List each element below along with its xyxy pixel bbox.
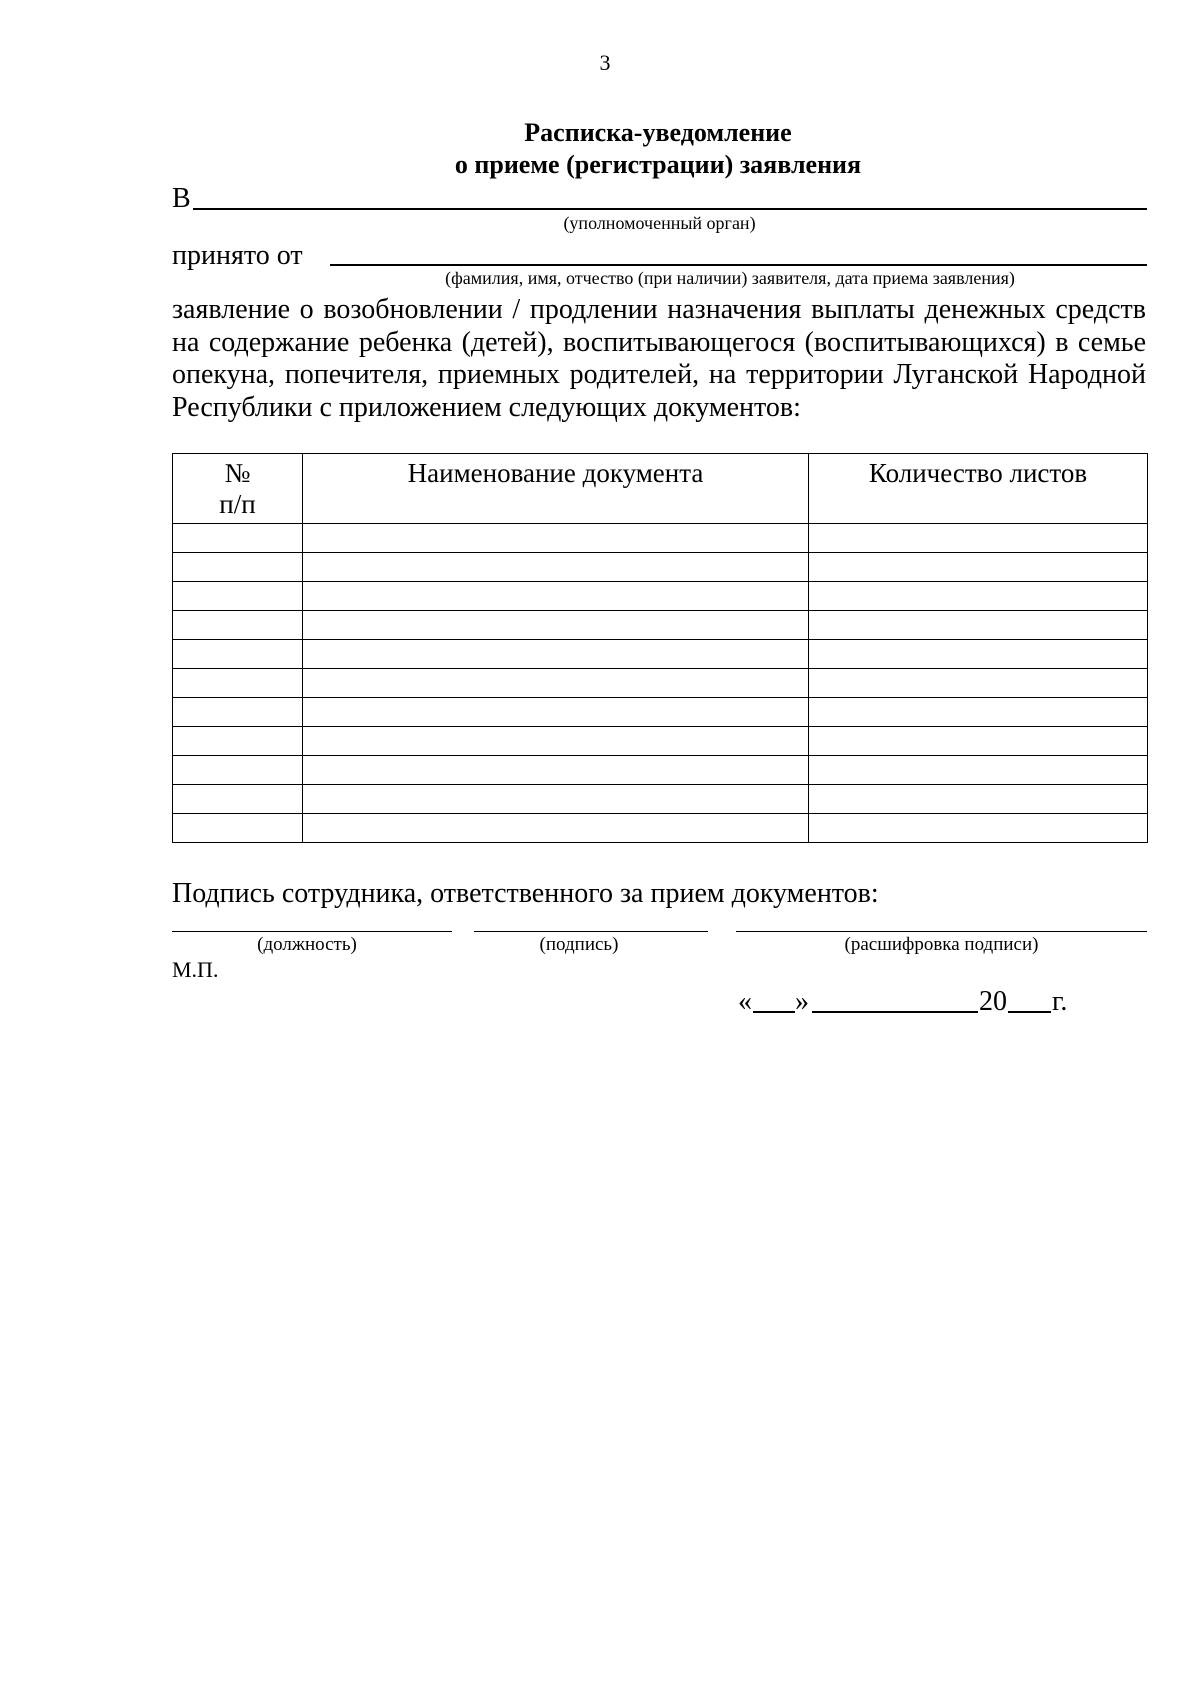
cell-number[interactable] bbox=[173, 785, 303, 814]
table-row bbox=[173, 553, 1148, 582]
decode-caption: (расшифровка подписи) bbox=[844, 934, 1039, 955]
cell-number[interactable] bbox=[173, 669, 303, 698]
header-document-name: Наименование документа bbox=[303, 454, 809, 524]
application-text: заявление о возобновлении / продлении назначения выплаты денежных средств на содержание ребенка (детей), воспитывающегося (воспитывающихся) в семье опекуна, попечителя, приемных родителей, на территории Луганской Народной Республики с приложением следующих документов: bbox=[172, 294, 1146, 423]
cell-number[interactable] bbox=[173, 698, 303, 727]
cell-sheet-count[interactable] bbox=[809, 727, 1148, 756]
table-row bbox=[173, 524, 1148, 553]
applicant-caption: (фамилия, имя, отчество (при наличии) заявителя, дата приема заявления) bbox=[445, 268, 1015, 288]
table-row bbox=[173, 814, 1148, 843]
cell-sheet-count[interactable] bbox=[809, 698, 1148, 727]
cell-document-name[interactable] bbox=[303, 756, 809, 785]
header-number-symbol: № bbox=[224, 458, 251, 488]
date-day-field[interactable] bbox=[753, 1011, 795, 1013]
documents-table bbox=[172, 453, 1148, 843]
header-number bbox=[173, 454, 303, 524]
cell-document-name[interactable] bbox=[303, 814, 809, 843]
decode-field[interactable] bbox=[736, 931, 1147, 932]
cell-number[interactable] bbox=[173, 553, 303, 582]
header-sheet-count: Количество листов bbox=[809, 454, 1148, 524]
applicant-field[interactable] bbox=[330, 264, 1147, 266]
date-open-quote: « bbox=[738, 986, 752, 1017]
signature-heading: Подпись сотрудника, ответственного за прием документов: bbox=[172, 878, 879, 909]
cell-number[interactable] bbox=[173, 756, 303, 785]
cell-number[interactable] bbox=[173, 524, 303, 553]
date-year-field[interactable] bbox=[1008, 1011, 1051, 1013]
signature-caption: (подпись) bbox=[539, 934, 619, 955]
cell-sheet-count[interactable] bbox=[809, 553, 1148, 582]
position-caption: (должность) bbox=[257, 934, 357, 955]
date-year-suffix: г. bbox=[1052, 986, 1068, 1017]
table-body bbox=[173, 524, 1148, 843]
cell-number[interactable] bbox=[173, 582, 303, 611]
cell-document-name[interactable] bbox=[303, 785, 809, 814]
cell-document-name[interactable] bbox=[303, 640, 809, 669]
table-row bbox=[173, 640, 1148, 669]
table-row bbox=[173, 611, 1148, 640]
to-label: В bbox=[172, 183, 191, 214]
authority-caption: (уполномоченный орган) bbox=[563, 213, 756, 233]
position-field[interactable] bbox=[172, 931, 452, 932]
header-number-abbr: п/п bbox=[219, 489, 256, 519]
cell-document-name[interactable] bbox=[303, 553, 809, 582]
date-close-quote: » bbox=[795, 986, 809, 1017]
table-row bbox=[173, 756, 1148, 785]
cell-sheet-count[interactable] bbox=[809, 611, 1148, 640]
cell-sheet-count[interactable] bbox=[809, 640, 1148, 669]
authority-field[interactable] bbox=[193, 208, 1147, 210]
table-row bbox=[173, 785, 1148, 814]
cell-sheet-count[interactable] bbox=[809, 669, 1148, 698]
cell-sheet-count[interactable] bbox=[809, 814, 1148, 843]
table-row bbox=[173, 727, 1148, 756]
date-month-field[interactable] bbox=[812, 1011, 978, 1013]
cell-document-name[interactable] bbox=[303, 669, 809, 698]
table-row bbox=[173, 669, 1148, 698]
table-header-row bbox=[173, 454, 1148, 524]
cell-document-name[interactable] bbox=[303, 698, 809, 727]
date-year-prefix: 20 bbox=[979, 986, 1007, 1017]
cell-number[interactable] bbox=[173, 640, 303, 669]
page-number: 3 bbox=[599, 50, 611, 75]
cell-sheet-count[interactable] bbox=[809, 756, 1148, 785]
cell-number[interactable] bbox=[173, 814, 303, 843]
cell-sheet-count[interactable] bbox=[809, 582, 1148, 611]
table-row bbox=[173, 582, 1148, 611]
cell-document-name[interactable] bbox=[303, 524, 809, 553]
cell-sheet-count[interactable] bbox=[809, 524, 1148, 553]
cell-document-name[interactable] bbox=[303, 582, 809, 611]
signature-field[interactable] bbox=[474, 931, 708, 932]
cell-document-name[interactable] bbox=[303, 727, 809, 756]
cell-document-name[interactable] bbox=[303, 611, 809, 640]
cell-number[interactable] bbox=[173, 727, 303, 756]
cell-sheet-count[interactable] bbox=[809, 785, 1148, 814]
from-label: принято от bbox=[172, 240, 303, 271]
document-title: Расписка-уведомление bbox=[524, 118, 792, 147]
document-subtitle: о приеме (регистрации) заявления bbox=[454, 150, 862, 179]
cell-number[interactable] bbox=[173, 611, 303, 640]
stamp-label: М.П. bbox=[172, 957, 219, 982]
table-row bbox=[173, 698, 1148, 727]
